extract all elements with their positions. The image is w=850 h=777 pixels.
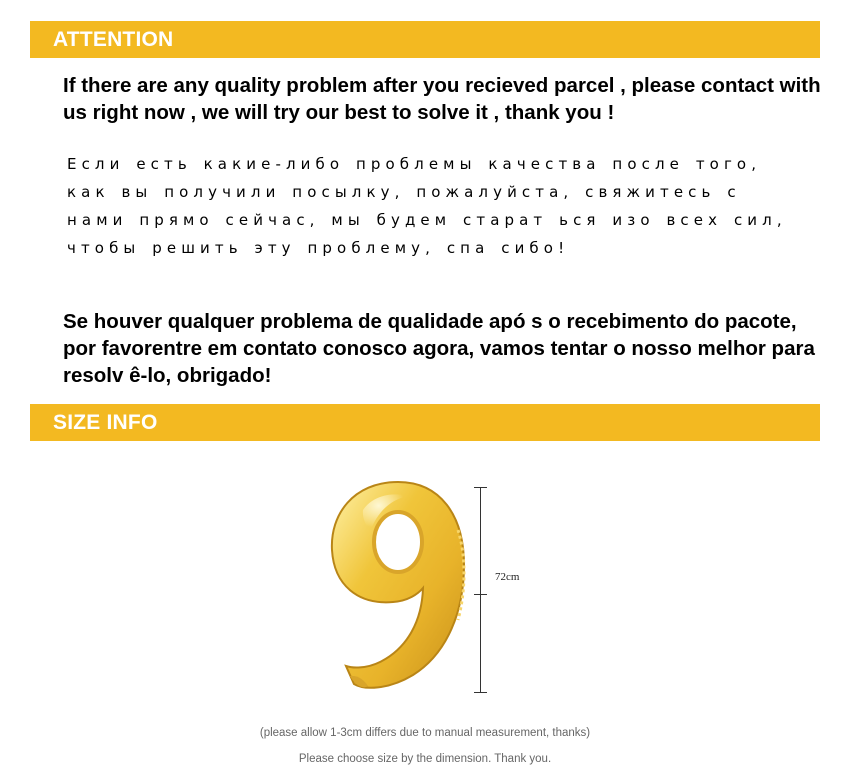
size-info-title: SIZE INFO <box>53 411 158 434</box>
dimension-tick-bottom <box>474 692 487 693</box>
choose-size-note: Please choose size by the dimension. Thank you. <box>298 753 552 765</box>
russian-notice: Если есть какие-либо проблемы качества после того, как вы получили посылку, пожалуйста, свяжитесь с нами прямо сейчас, мы будем старат ься изо всех сил, чтобы решить эту проблему, спа сибо! <box>67 155 787 257</box>
portuguese-notice: Se houver qualquer problema de qualidade apó s o recebimento do pacote, por favorentre em contato conosco agora, vamos tentar o nosso melhor para resolv ê-lo, obrigado! <box>63 310 815 387</box>
attention-banner <box>30 21 820 58</box>
dimension-tick-top <box>474 487 487 488</box>
measurement-note: (please allow 1-3cm differs due to manual measurement, thanks) <box>259 727 591 739</box>
balloon-hole <box>374 512 422 572</box>
balloon-number-9-image <box>318 470 478 700</box>
dimension-label: 72cm <box>495 571 520 583</box>
english-notice: If there are any quality problem after you recieved parcel , please contact with us right now , we will try our best to solve it , thank you ! <box>63 74 821 124</box>
attention-title: ATTENTION <box>53 28 174 51</box>
dimension-line <box>480 487 481 692</box>
dimension-tick-middle <box>474 594 487 595</box>
size-info-banner <box>30 404 820 441</box>
